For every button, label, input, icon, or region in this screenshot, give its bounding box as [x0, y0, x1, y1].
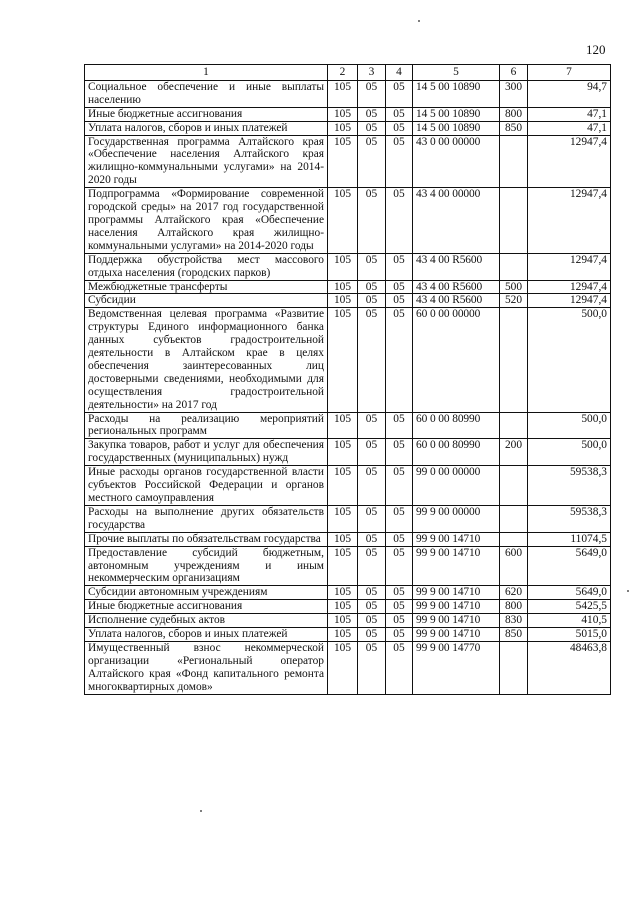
table-row: [85, 466, 611, 506]
row-name: Поддержка обустройства мест массового отдыха населения (городских парков): [85, 253, 328, 280]
row-type: [500, 188, 528, 254]
row-code: 43 4 00 00000: [413, 188, 500, 254]
row-col-2: 105: [328, 466, 358, 506]
row-col-4: 05: [386, 308, 413, 412]
row-col-2: 105: [328, 641, 358, 694]
row-col-3: 05: [358, 466, 386, 506]
row-sum: 94,7: [528, 80, 611, 107]
table-header-row: [85, 65, 611, 81]
row-col-4: 05: [386, 121, 413, 135]
scan-speck: [418, 20, 420, 22]
row-type: [500, 412, 528, 439]
header-col-3: 3: [358, 65, 386, 81]
row-sum: 500,0: [528, 308, 611, 412]
row-name: Подпрограмма «Формирование современной городской среды» на 2017 год государственной программы Алтайского края «Обеспечение населения Алтайского края жилищно-коммунальными услугами» на 2014-2020 годы: [85, 188, 328, 254]
row-code: 43 4 00 R5600: [413, 280, 500, 294]
row-name: Государственная программа Алтайского края «Обеспечение населения Алтайского края жилищно-коммунальными услугами» на 2014-2020 годы: [85, 135, 328, 188]
row-col-4: 05: [386, 412, 413, 439]
row-col-4: 05: [386, 586, 413, 600]
row-name: Прочие выплаты по обязательствам государства: [85, 532, 328, 546]
row-code: 60 0 00 80990: [413, 439, 500, 466]
row-sum: 5649,0: [528, 546, 611, 586]
row-col-2: 105: [328, 121, 358, 135]
row-sum: 500,0: [528, 412, 611, 439]
table-row: [85, 121, 611, 135]
row-name: Иные бюджетные ассигнования: [85, 107, 328, 121]
row-col-2: 105: [328, 439, 358, 466]
row-col-4: 05: [386, 107, 413, 121]
row-col-2: 105: [328, 586, 358, 600]
header-col-6: 6: [500, 65, 528, 81]
table-row: [85, 628, 611, 642]
table-row: [85, 253, 611, 280]
row-col-4: 05: [386, 546, 413, 586]
table-row: [85, 532, 611, 546]
scan-speck: [627, 590, 629, 592]
row-col-2: 105: [328, 107, 358, 121]
row-code: 43 4 00 R5600: [413, 294, 500, 308]
row-type: [500, 135, 528, 188]
row-type: 520: [500, 294, 528, 308]
row-col-3: 05: [358, 135, 386, 188]
row-type: 500: [500, 280, 528, 294]
row-col-3: 05: [358, 628, 386, 642]
row-type: [500, 505, 528, 532]
row-name: Субсидии: [85, 294, 328, 308]
row-sum: 12947,4: [528, 135, 611, 188]
table-row: [85, 505, 611, 532]
row-col-2: 105: [328, 308, 358, 412]
row-sum: 59538,3: [528, 466, 611, 506]
row-type: [500, 466, 528, 506]
row-code: 14 5 00 10890: [413, 80, 500, 107]
row-code: 99 9 00 14710: [413, 546, 500, 586]
row-col-2: 105: [328, 628, 358, 642]
table-row: [85, 586, 611, 600]
row-type: [500, 532, 528, 546]
row-type: 850: [500, 121, 528, 135]
row-col-3: 05: [358, 412, 386, 439]
row-sum: 11074,5: [528, 532, 611, 546]
row-name: Расходы на реализацию мероприятий региональных программ: [85, 412, 328, 439]
row-code: 60 0 00 80990: [413, 412, 500, 439]
row-sum: 47,1: [528, 121, 611, 135]
table-row: [85, 135, 611, 188]
row-col-2: 105: [328, 600, 358, 614]
row-code: 99 0 00 00000: [413, 466, 500, 506]
row-col-3: 05: [358, 586, 386, 600]
row-name: Уплата налогов, сборов и иных платежей: [85, 628, 328, 642]
row-name: Иные бюджетные ассигнования: [85, 600, 328, 614]
row-type: 800: [500, 600, 528, 614]
row-sum: 12947,4: [528, 253, 611, 280]
row-type: 200: [500, 439, 528, 466]
row-col-2: 105: [328, 188, 358, 254]
row-col-2: 105: [328, 505, 358, 532]
row-col-2: 105: [328, 546, 358, 586]
row-col-2: 105: [328, 294, 358, 308]
row-code: 99 9 00 00000: [413, 505, 500, 532]
row-code: 99 9 00 14710: [413, 628, 500, 642]
row-code: 99 9 00 14770: [413, 641, 500, 694]
row-col-4: 05: [386, 188, 413, 254]
row-code: 99 9 00 14710: [413, 614, 500, 628]
row-code: 60 0 00 00000: [413, 308, 500, 412]
row-col-4: 05: [386, 641, 413, 694]
row-code: 14 5 00 10890: [413, 107, 500, 121]
row-col-2: 105: [328, 614, 358, 628]
header-col-7: 7: [528, 65, 611, 81]
row-sum: 48463,8: [528, 641, 611, 694]
row-col-4: 05: [386, 280, 413, 294]
row-name: Социальное обеспечение и иные выплаты населению: [85, 80, 328, 107]
row-name: Ведомственная целевая программа «Развитие структуры Единого информационного банка данных субъектов градостроительной деятельности в Алтайском крае в целях обеспечения заинтересованных лиц достоверными сведениями, необходимыми для осуществления градостроительной деятельности» на 2017 год: [85, 308, 328, 412]
row-type: 830: [500, 614, 528, 628]
row-name: Иные расходы органов государственной власти субъектов Российской Федерации и органов местного самоуправления: [85, 466, 328, 506]
table-row: [85, 641, 611, 694]
row-col-3: 05: [358, 308, 386, 412]
row-col-3: 05: [358, 280, 386, 294]
table-row: [85, 308, 611, 412]
row-col-3: 05: [358, 188, 386, 254]
row-col-2: 105: [328, 532, 358, 546]
row-col-4: 05: [386, 600, 413, 614]
row-type: [500, 641, 528, 694]
row-col-4: 05: [386, 614, 413, 628]
row-code: 43 0 00 00000: [413, 135, 500, 188]
row-col-3: 05: [358, 294, 386, 308]
row-col-3: 05: [358, 107, 386, 121]
row-name: Уплата налогов, сборов и иных платежей: [85, 121, 328, 135]
row-col-3: 05: [358, 80, 386, 107]
row-col-4: 05: [386, 253, 413, 280]
row-col-4: 05: [386, 466, 413, 506]
table-row: [85, 546, 611, 586]
row-col-4: 05: [386, 80, 413, 107]
row-col-4: 05: [386, 628, 413, 642]
header-col-2: 2: [328, 65, 358, 81]
header-col-4: 4: [386, 65, 413, 81]
table-row: [85, 412, 611, 439]
row-sum: 59538,3: [528, 505, 611, 532]
row-col-3: 05: [358, 253, 386, 280]
row-name: Субсидии автономным учреждениям: [85, 586, 328, 600]
row-col-4: 05: [386, 439, 413, 466]
row-col-3: 05: [358, 439, 386, 466]
row-type: 620: [500, 586, 528, 600]
row-col-4: 05: [386, 135, 413, 188]
row-name: Предоставление субсидий бюджетным, автономным учреждениям и иным некоммерческим организациям: [85, 546, 328, 586]
row-code: 14 5 00 10890: [413, 121, 500, 135]
header-col-1: 1: [85, 65, 328, 81]
row-col-3: 05: [358, 600, 386, 614]
row-code: 43 4 00 R5600: [413, 253, 500, 280]
row-col-4: 05: [386, 505, 413, 532]
row-sum: 500,0: [528, 439, 611, 466]
row-type: 800: [500, 107, 528, 121]
row-sum: 47,1: [528, 107, 611, 121]
row-col-4: 05: [386, 294, 413, 308]
row-type: 600: [500, 546, 528, 586]
row-name: Имущественный взнос некоммерческой организации «Региональный оператор Алтайского края «Фонд капитального ремонта многоквартирных домов»: [85, 641, 328, 694]
row-col-3: 05: [358, 505, 386, 532]
row-name: Исполнение судебных актов: [85, 614, 328, 628]
row-col-2: 105: [328, 135, 358, 188]
row-name: Расходы на выполнение других обязательств государства: [85, 505, 328, 532]
row-col-2: 105: [328, 80, 358, 107]
table-row: [85, 107, 611, 121]
row-col-2: 105: [328, 280, 358, 294]
row-sum: 12947,4: [528, 280, 611, 294]
row-code: 99 9 00 14710: [413, 586, 500, 600]
row-col-4: 05: [386, 532, 413, 546]
row-col-3: 05: [358, 614, 386, 628]
table-row: [85, 614, 611, 628]
page-number: 120: [586, 42, 606, 57]
row-col-3: 05: [358, 546, 386, 586]
row-col-2: 105: [328, 253, 358, 280]
table-row: [85, 80, 611, 107]
table-row: [85, 280, 611, 294]
row-col-3: 05: [358, 532, 386, 546]
budget-table: [84, 64, 611, 695]
table-body: [85, 80, 611, 694]
row-sum: 12947,4: [528, 294, 611, 308]
row-type: [500, 253, 528, 280]
row-sum: 410,5: [528, 614, 611, 628]
row-name: Закупка товаров, работ и услуг для обеспечения государственных (муниципальных) нужд: [85, 439, 328, 466]
row-type: 850: [500, 628, 528, 642]
table-row: [85, 188, 611, 254]
row-sum: 5425,5: [528, 600, 611, 614]
row-type: [500, 308, 528, 412]
scan-speck: [200, 810, 202, 812]
row-type: 300: [500, 80, 528, 107]
table-row: [85, 294, 611, 308]
row-col-3: 05: [358, 121, 386, 135]
row-col-2: 105: [328, 412, 358, 439]
row-name: Межбюджетные трансферты: [85, 280, 328, 294]
row-sum: 12947,4: [528, 188, 611, 254]
table-row: [85, 439, 611, 466]
row-code: 99 9 00 14710: [413, 532, 500, 546]
row-col-3: 05: [358, 641, 386, 694]
row-sum: 5649,0: [528, 586, 611, 600]
header-col-5: 5: [413, 65, 500, 81]
table-row: [85, 600, 611, 614]
row-code: 99 9 00 14710: [413, 600, 500, 614]
row-sum: 5015,0: [528, 628, 611, 642]
